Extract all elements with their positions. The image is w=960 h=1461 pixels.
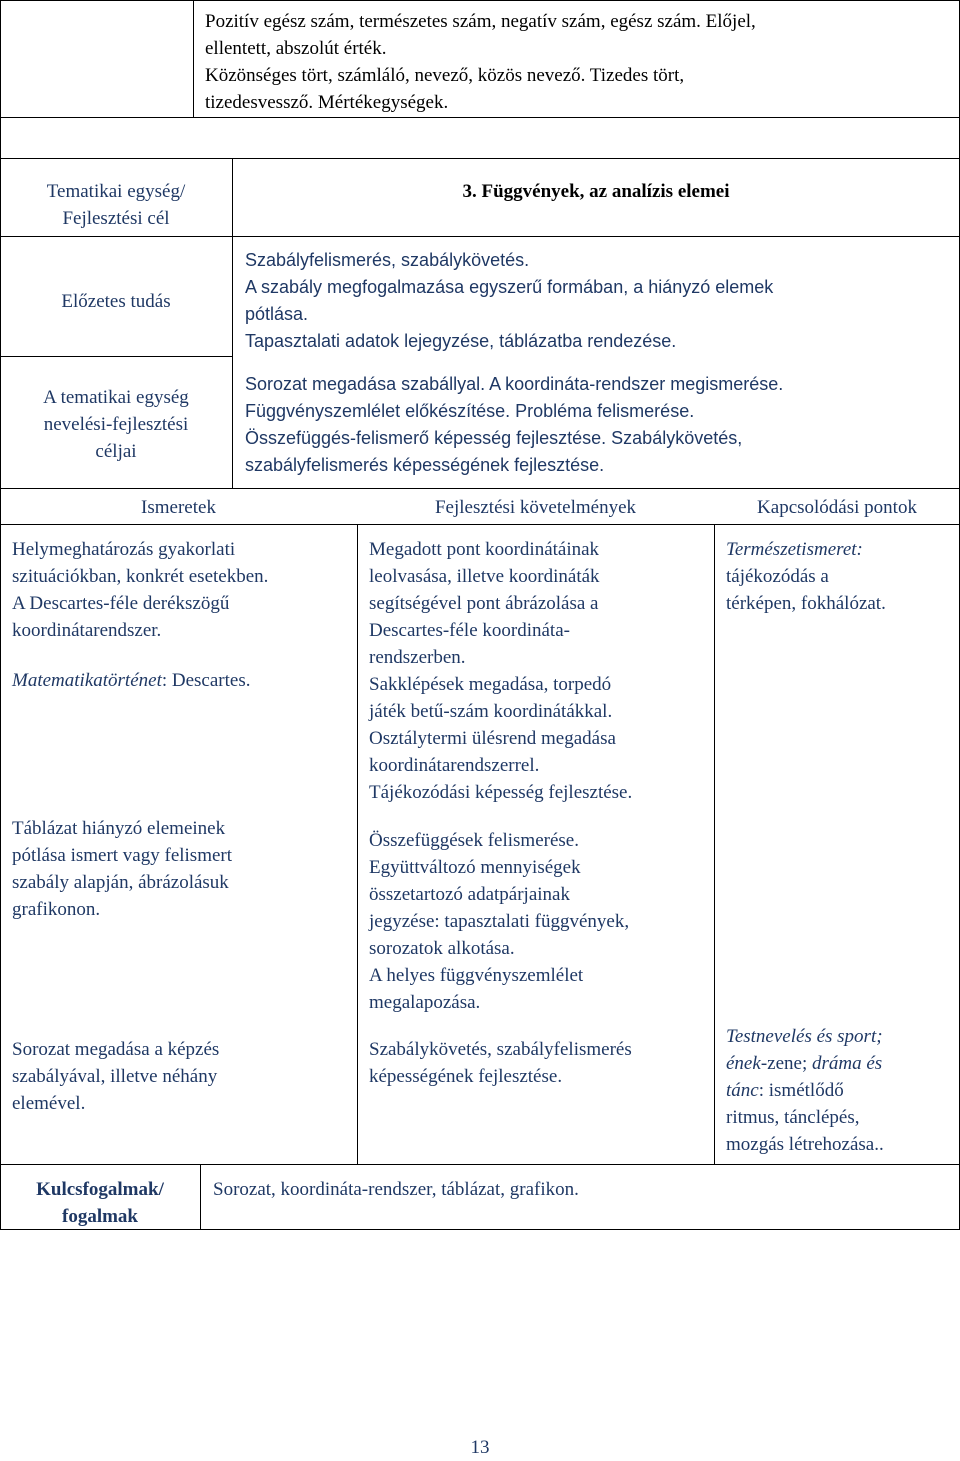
border [0, 524, 960, 525]
kulcsfogalmak-value: Sorozat, koordináta-rendszer, táblázat, grafikon. [213, 1179, 579, 1200]
row3-fejlesztesi: Szabálykövetés, szabályfelismerés képességének fejlesztése. [369, 1039, 632, 1087]
text-line: Pozitív egész szám, természetes szám, negatív szám, egész szám. Előjel, [205, 11, 756, 32]
border [0, 356, 232, 357]
border [0, 158, 960, 159]
row1-ismeretek: Helymeghatározás gyakorlati szituációkban, konkrét esetekben. A Descartes-féle derékszögű koordinátarendszer. Matematikatörténet: Descartes. [12, 536, 352, 694]
kulcsfogalmak-label: Kulcsfogalmak/ fogalmak [36, 1179, 164, 1227]
text-line: tizedesvessző. Mértékegységek. [205, 92, 449, 113]
border [0, 488, 960, 489]
row1-kapcsolodasi: Természetismeret: tájékozódás a térképen, fokhálózat. [726, 539, 886, 614]
column-header-ismeretek: Ismeretek [141, 497, 216, 518]
row2-fejlesztesi: Összefüggések felismerése. Együttváltozó mennyiségek összetartozó adatpárjainak jegyzése: tapasztalati függvények, sorozatok alkotása. A helyes függvényszemlélet megalapozása. [369, 830, 630, 1013]
label-tematikai-egyseg: Tematikai egység/ Fejlesztési cél [46, 181, 186, 229]
label-celok: A tematikai egység nevelési-fejlesztési céljai [43, 387, 189, 462]
border [0, 236, 232, 237]
unit-title: 3. Függvények, az analízis elemei [462, 181, 730, 202]
border [200, 1164, 201, 1230]
border [232, 158, 233, 488]
text-line: Közönséges tört, számláló, nevező, közös nevező. Tizedes tört, [205, 65, 685, 86]
prior-knowledge: Szabályfelismerés, szabálykövetés. A szabály megfogalmazása egyszerű formában, a hiányzó elemek pótlása. Tapasztalati adatok lejegyzése, táblázatba rendezése. [245, 250, 774, 351]
border [0, 0, 960, 1]
page-number: 13 [470, 1437, 490, 1458]
border [714, 524, 715, 1164]
label-elozetes-tudas: Előzetes tudás [61, 291, 171, 312]
row2-ismeretek: Táblázat hiányzó elemeinek pótlása ismert vagy felismert szabály alapján, ábrázolásuk grafikonon. [12, 818, 233, 920]
row3-kapcsolodasi: Testnevelés és sport; ének-zene; dráma és tánc: ismétlődő ritmus, tánclépés, mozgás létrehozása.. [726, 1026, 884, 1155]
row1-fejlesztesi: Megadott pont koordinátáinak leolvasása, illetve koordináták segítségével pont ábrázolása a Descartes-féle koordináta- rendszerben. Sakklépések megadása, torpedó játék betű-szám koordinátákkal. Osztálytermi ülésrend megadása koordinátarendszerrel. Tájékozódási képesség fejlesztése. [369, 539, 633, 803]
row3-ismeretek: Sorozat megadása a képzés szabályával, illetve néhány elemével. [12, 1039, 220, 1114]
border [193, 0, 194, 117]
goals: Sorozat megadása szabállyal. A koordináta-rendszer megismerése. Függvényszemlélet előkészítése. Probléma felismerése. Összefüggés-felismerő képesség fejlesztése. Szabálykövetés, szabályfelismerés képességének fejlesztése. [245, 374, 784, 475]
border [0, 117, 960, 118]
history-note: Matematikatörténet: Descartes. [12, 670, 251, 691]
prior-topics-text [205, 8, 950, 116]
border [0, 1164, 960, 1165]
border [357, 524, 358, 1164]
border [232, 236, 960, 237]
column-header-kapcsolodasi: Kapcsolódási pontok [757, 497, 917, 518]
column-header-fejlesztesi: Fejlesztési követelmények [434, 497, 637, 518]
text-line: ellentett, abszolút érték. [205, 38, 387, 59]
